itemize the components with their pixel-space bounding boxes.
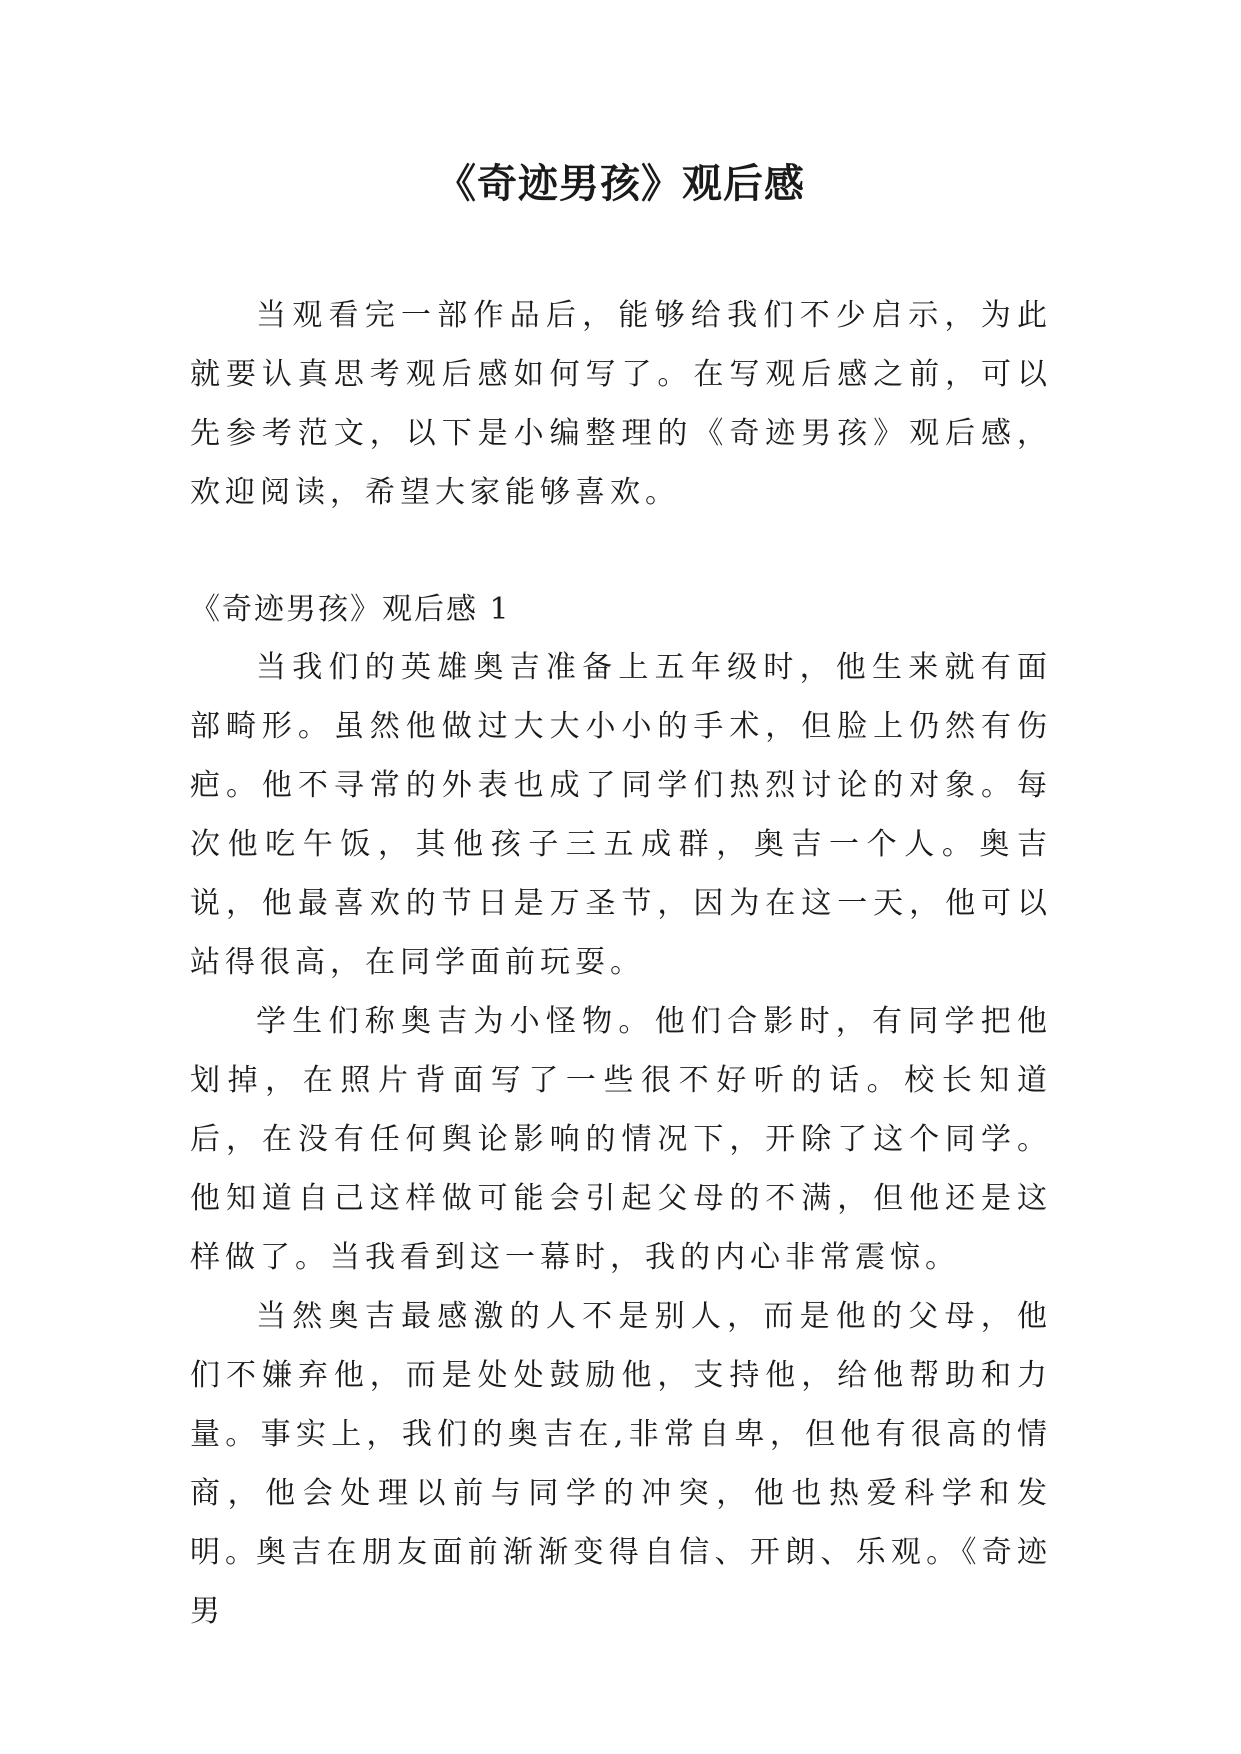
body-paragraph-2: 学生们称奥吉为小怪物。他们合影时，有同学把他划掉，在照片背面写了一些很不好听的话。校长知道后，在没有任何舆论影响的情况下，开除了这个同学。他知道自己这样做可能会引起父母的不满，但他还是这样做了。当我看到这一幕时，我的内心非常震惊。 bbox=[190, 1004, 1052, 1275]
body-paragraph-4: 奥吉在朋友面前渐渐变得自信、开朗、乐观。《奇迹男 bbox=[190, 1535, 1052, 1629]
intro-paragraph: 当观看完一部作品后，能够给我们不少启示，为此就要认真思考观后感如何写了。在写观后感之前，可以先参考范文，以下是小编整理的《奇迹男孩》观后感，欢迎阅读，希望大家能够喜欢。 bbox=[190, 298, 1052, 510]
body-paragraph-3: 当然奥吉最感激的人不是别人，而是他的父母，他们不嫌弃他，而是处处鼓励他，支持他，给他帮助和力量。事实上，我们的奥吉在,非常自卑，但他有很高的情商，他会处理以前与同学的冲突，他也热爱科学和发明。 bbox=[190, 1299, 1052, 1570]
body-paragraph-1: 当我们的英雄奥吉准备上五年级时，他生来就有面部畸形。虽然他做过大大小小的手术，但脸上仍然有伤疤。他不寻常的外表也成了同学们热烈讨论的对象。每次他吃午饭，其他孩子三五成群，奥吉一个人。奥吉说，他最喜欢的节日是万圣节，因为在这一天，他可以站得很高，在同学面前玩耍。 bbox=[190, 650, 1052, 980]
section-heading: 《奇迹男孩》观后感 1 bbox=[190, 592, 511, 627]
document-title: 《奇迹男孩》观后感 bbox=[436, 161, 805, 207]
